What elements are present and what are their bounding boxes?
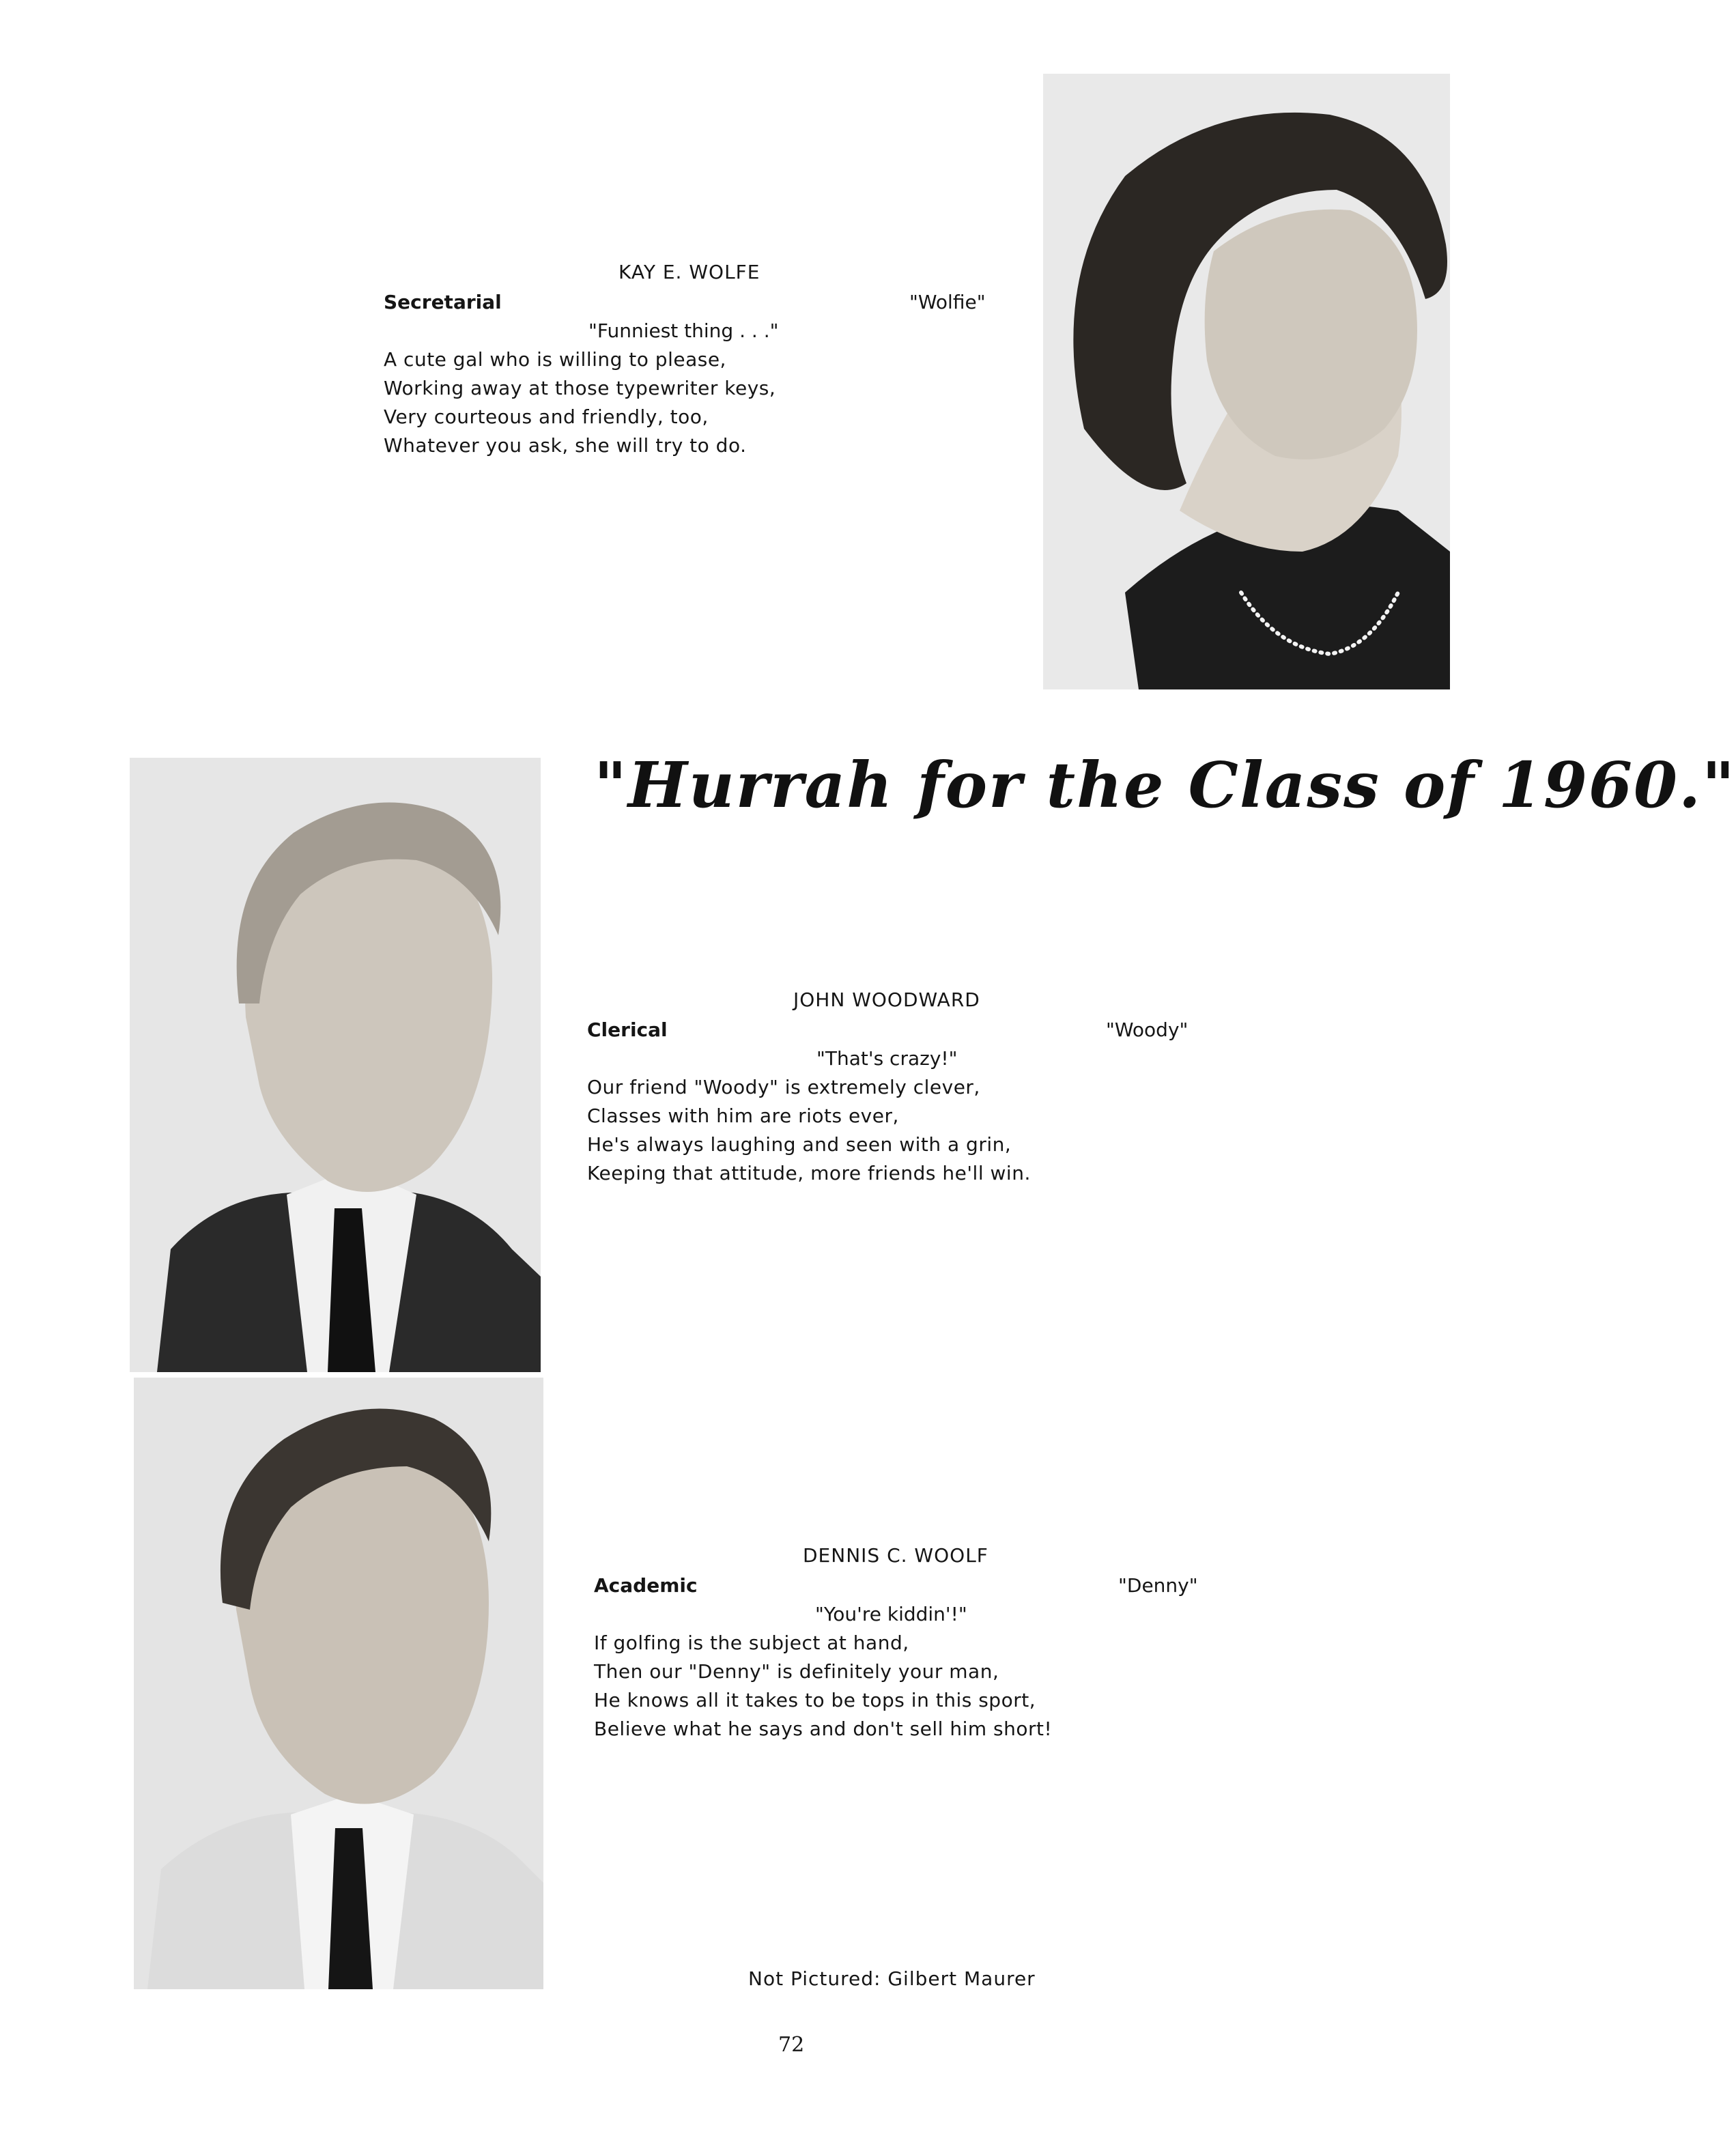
student-name: KAY E. WOLFE (618, 261, 760, 283)
poem-line: Then our "Denny" is definitely your man, (594, 1660, 999, 1683)
student-quote: "That's crazy!" (816, 1047, 958, 1070)
portrait-kay-wolfe (1043, 74, 1450, 689)
page-number: 72 (778, 2033, 805, 2057)
student-course: Clerical (587, 1019, 668, 1041)
student-poem (587, 1073, 1031, 1188)
poem-line: Whatever you ask, she will try to do. (384, 434, 747, 457)
poem-line: If golfing is the subject at hand, (594, 1632, 909, 1654)
poem-line: He knows all it takes to be tops in this sport, (594, 1689, 1036, 1711)
poem-line: Very courteous and friendly, too, (384, 405, 709, 428)
student-entry-dennis-woolf (594, 1541, 1249, 1746)
portrait-john-woodward (130, 758, 541, 1372)
student-nickname: "Wolfie" (909, 291, 986, 313)
student-course: Academic (594, 1574, 698, 1597)
poem-line: Believe what he says and don't sell him short! (594, 1718, 1053, 1740)
poem-line: Classes with him are riots ever, (587, 1105, 899, 1127)
poem-line: Working away at those typewriter keys, (384, 377, 776, 399)
student-course: Secretarial (384, 291, 502, 313)
portrait-dennis-woolf (134, 1378, 543, 1989)
poem-line: Our friend "Woody" is extremely clever, (587, 1076, 980, 1098)
student-entry-kay-wolfe (384, 258, 1025, 463)
student-quote: "Funniest thing . . ." (588, 319, 779, 342)
poem-line: A cute gal who is willing to please, (384, 348, 726, 371)
student-poem (384, 345, 775, 460)
student-name: JOHN WOODWARD (793, 988, 980, 1011)
student-name: DENNIS C. WOOLF (803, 1544, 988, 1567)
not-pictured-note: Not Pictured: Gilbert Maurer (748, 1967, 1036, 1990)
student-nickname: "Denny" (1118, 1574, 1198, 1597)
student-poem (594, 1629, 1052, 1743)
poem-line: He's always laughing and seen with a grin, (587, 1133, 1012, 1156)
student-nickname: "Woody" (1106, 1019, 1189, 1041)
student-entry-john-woodward (587, 986, 1242, 1191)
class-headline: "Hurrah for the Class of 1960." (594, 748, 1736, 822)
student-quote: "You're kiddin'!" (815, 1603, 967, 1625)
poem-line: Keeping that attitude, more friends he'll win. (587, 1162, 1031, 1184)
